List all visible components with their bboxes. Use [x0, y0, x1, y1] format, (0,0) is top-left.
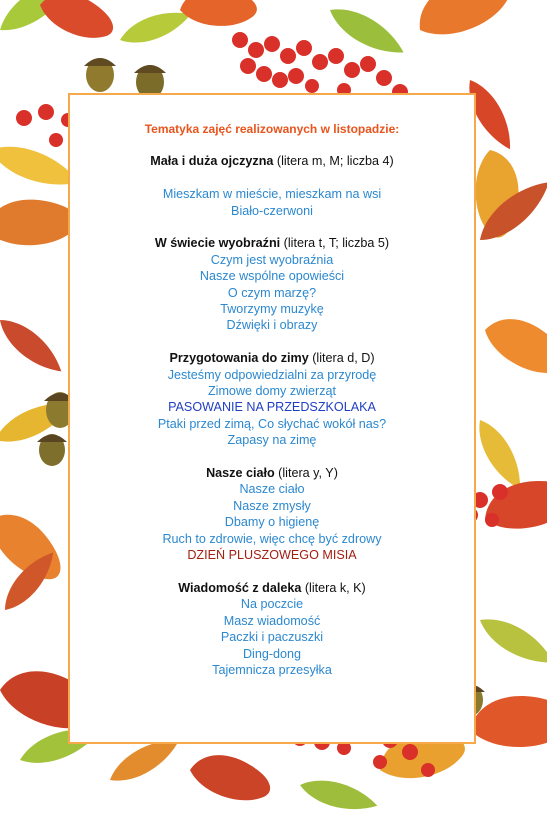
topic-item: Jesteśmy odpowiedzialni za przyrodę: [167, 367, 377, 382]
leaf-icon: [0, 311, 69, 381]
leaf-icon: [186, 750, 274, 805]
topic-section: [70, 153, 474, 235]
topic-item: DZIEŃ PLUSZOWEGO MISIA: [187, 548, 357, 563]
topic-item: PASOWANIE NA PRZEDSZKOLAKA: [168, 400, 376, 415]
leaf-icon: [474, 609, 547, 674]
section-title: [70, 465, 474, 481]
section-title: [70, 350, 474, 366]
leaf-icon: [408, 0, 518, 52]
section-title-text: Nasze ciało: [206, 466, 275, 481]
schedule-content: [70, 121, 474, 678]
leaf-icon: [477, 310, 547, 382]
topic-item: Paczki i paczuszki: [220, 630, 324, 645]
section-title-text: Wiadomość z daleka: [178, 580, 302, 595]
topic-section: [70, 235, 474, 350]
topic-item: Nasze zmysły: [233, 498, 311, 513]
topic-item: Masz wiadomość: [223, 613, 321, 628]
topic-item: Na poczcie: [240, 597, 304, 612]
topic-item: O czym marzę?: [227, 285, 317, 300]
topic-item: Ruch to zdrowie, więc chcę być zdrowy: [162, 531, 382, 546]
topic-section: [70, 580, 474, 678]
page-heading: Tematyka zajęć realizowanych w listopadzie:: [144, 122, 400, 136]
section-title: [70, 580, 474, 596]
section-note: (litera t, T; liczba 5): [280, 236, 390, 251]
topic-item: Mieszkam w mieście, mieszkam na wsi: [162, 187, 382, 202]
section-title-text: Przygotowania do zimy: [169, 351, 309, 366]
section-note: (litera y, Y): [274, 466, 338, 481]
topic-item: Dźwięki i obrazy: [226, 318, 318, 333]
section-title-text: W świecie wyobraźni: [154, 236, 281, 251]
section-title-text: Mała i duża ojczyzna: [150, 154, 274, 169]
section-note: (litera d, D): [308, 351, 375, 366]
spacer: [70, 449, 474, 465]
spacer: [70, 564, 474, 580]
spacer: [70, 334, 474, 350]
spacer: [70, 219, 474, 235]
section-title: [70, 235, 474, 251]
topic-section: [70, 350, 474, 465]
topic-item: Zapasy na zimę: [227, 433, 317, 448]
section-title: [70, 153, 474, 169]
topic-section: [70, 465, 474, 580]
leaf-icon: [297, 773, 380, 817]
topic-item: Tworzymy muzykę: [220, 302, 324, 317]
topic-item: Ding-dong: [242, 646, 302, 661]
leaf-icon: [35, 0, 119, 44]
section-note: (litera m, M; liczba 4): [273, 154, 394, 169]
topic-item: Dbamy o higienę: [224, 515, 320, 530]
topic-item: Czym jest wyobraźnia: [210, 252, 334, 267]
section-note: (litera k, K): [301, 580, 366, 595]
spacer: [70, 170, 474, 186]
topic-item: Ptaki przed zimą, Co słychać wokół nas?: [157, 416, 387, 431]
topic-item: Zimowe domy zwierząt: [207, 384, 337, 399]
topic-item: Nasze ciało: [239, 482, 305, 497]
leaf-icon: [178, 0, 258, 30]
topic-item: Tajemnicza przesyłka: [212, 662, 332, 677]
topic-item: Biało-czerwoni: [231, 203, 313, 218]
topic-item: Nasze wspólne opowieści: [199, 269, 345, 284]
